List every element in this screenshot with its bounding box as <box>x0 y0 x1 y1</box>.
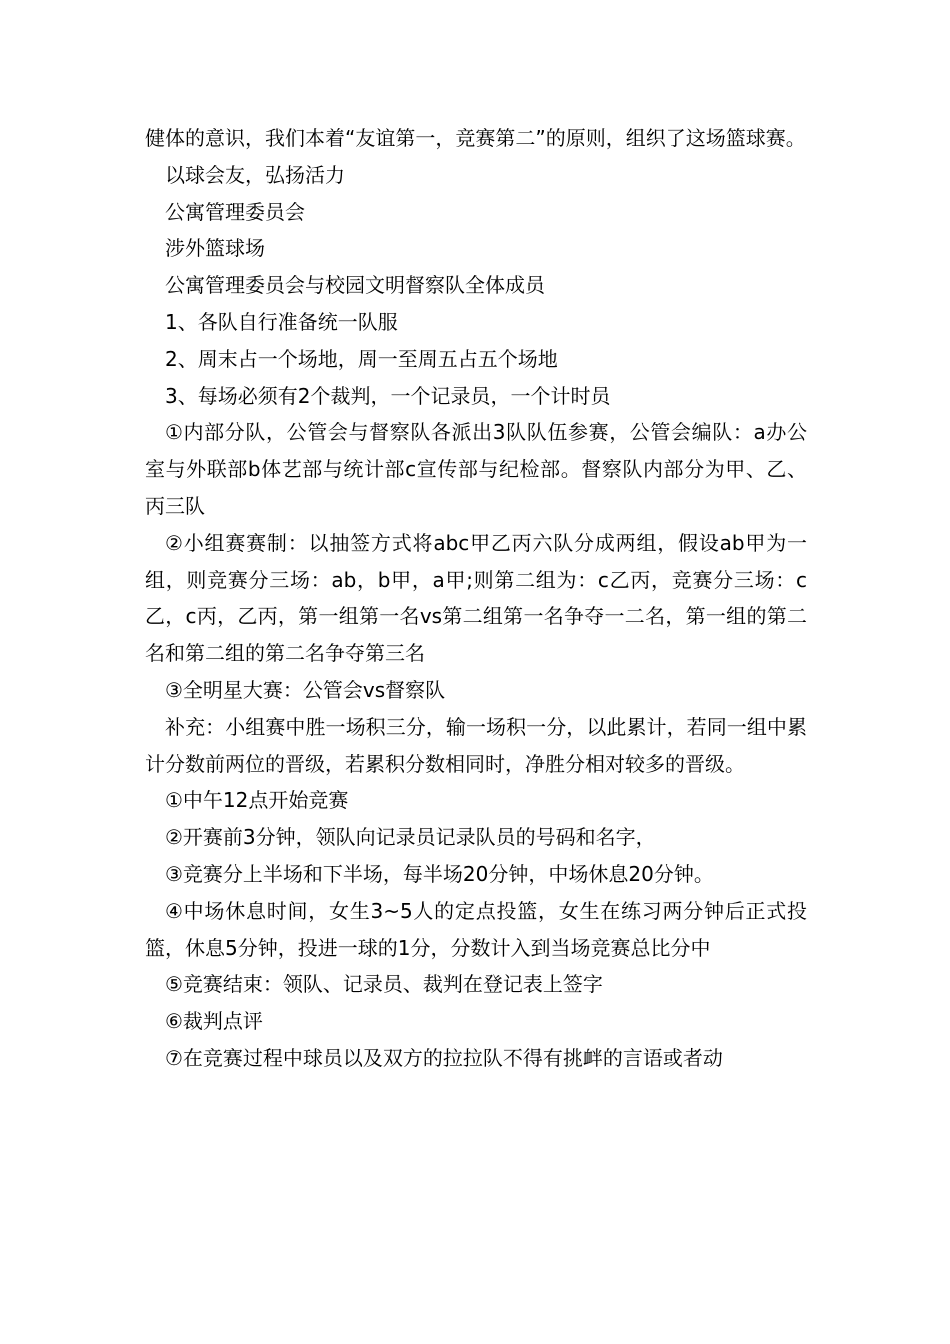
paragraph-referee-review: ⑥裁判点评 <box>165 1009 263 1034</box>
paragraph-halftime: ④中场休息时间，女生3~5人的定点投篮，女生在练习两分钟后正式投篮，休息5分钟，投进一球的1分，分数计入到当场竞赛总比分中 <box>145 898 807 960</box>
paragraph-conduct: ⑦在竞赛过程中球员以及双方的拉拉队不得有挑衅的言语或者动 <box>165 1045 723 1070</box>
paragraph-start-time: ①中午12点开始竞赛 <box>165 788 349 813</box>
paragraph-rule-2: 2、周末占一个场地，周一至周五占五个场地 <box>165 346 558 371</box>
paragraph-rule-3: 3、每场必须有2个裁判，一个记录员，一个计时员 <box>165 383 611 408</box>
paragraph-participants: 公寓管理委员会与校园文明督察队全体成员 <box>165 273 545 298</box>
paragraph-halves: ③竞赛分上半场和下半场，每半场20分钟，中场休息20分钟。 <box>165 861 714 886</box>
paragraph-venue: 涉外篮球场 <box>165 236 265 261</box>
paragraph-team-division: ①内部分队，公管会与督察队各派出3队队伍参赛，公管会编队：a办公室与外联部b体艺部与统计部c宣传部与纪检部。督察队内部分为甲、乙、丙三队 <box>145 420 807 518</box>
paragraph-rule-1: 1、各队自行准备统一队服 <box>165 309 398 334</box>
paragraph-all-star: ③全明星大赛：公管会vs督察队 <box>165 677 446 702</box>
paragraph-group-stage: ②小组赛赛制：以抽签方式将abc甲乙丙六队分成两组，假设ab甲为一组，则竞赛分三场：ab，b甲，a甲;则第二组为：c乙丙，竞赛分三场：c乙，c丙，乙丙，第一组第一名vs第二组第一名争夺一二名，第一组的第二名和第二组的第二名争夺第三名 <box>145 530 807 666</box>
paragraph-intro: 健体的意识，我们本着“友谊第一，竞赛第二”的原则，组织了这场篮球赛。 <box>145 126 806 150</box>
paragraph-game-end: ⑤竞赛结束：领队、记录员、裁判在登记表上签字 <box>165 972 603 997</box>
paragraph-organizer: 公寓管理委员会 <box>165 199 305 224</box>
paragraph-pre-game: ②开赛前3分钟，领队向记录员记录队员的号码和名字， <box>165 825 656 850</box>
document-body <box>145 120 807 1077</box>
paragraph-supplement: 补充：小组赛中胜一场积三分，输一场积一分，以此累计，若同一组中累计分数前两位的晋级，若累积分数相同时，净胜分相对较多的晋级。 <box>145 714 807 776</box>
paragraph-theme: 以球会友，弘扬活力 <box>165 162 345 187</box>
